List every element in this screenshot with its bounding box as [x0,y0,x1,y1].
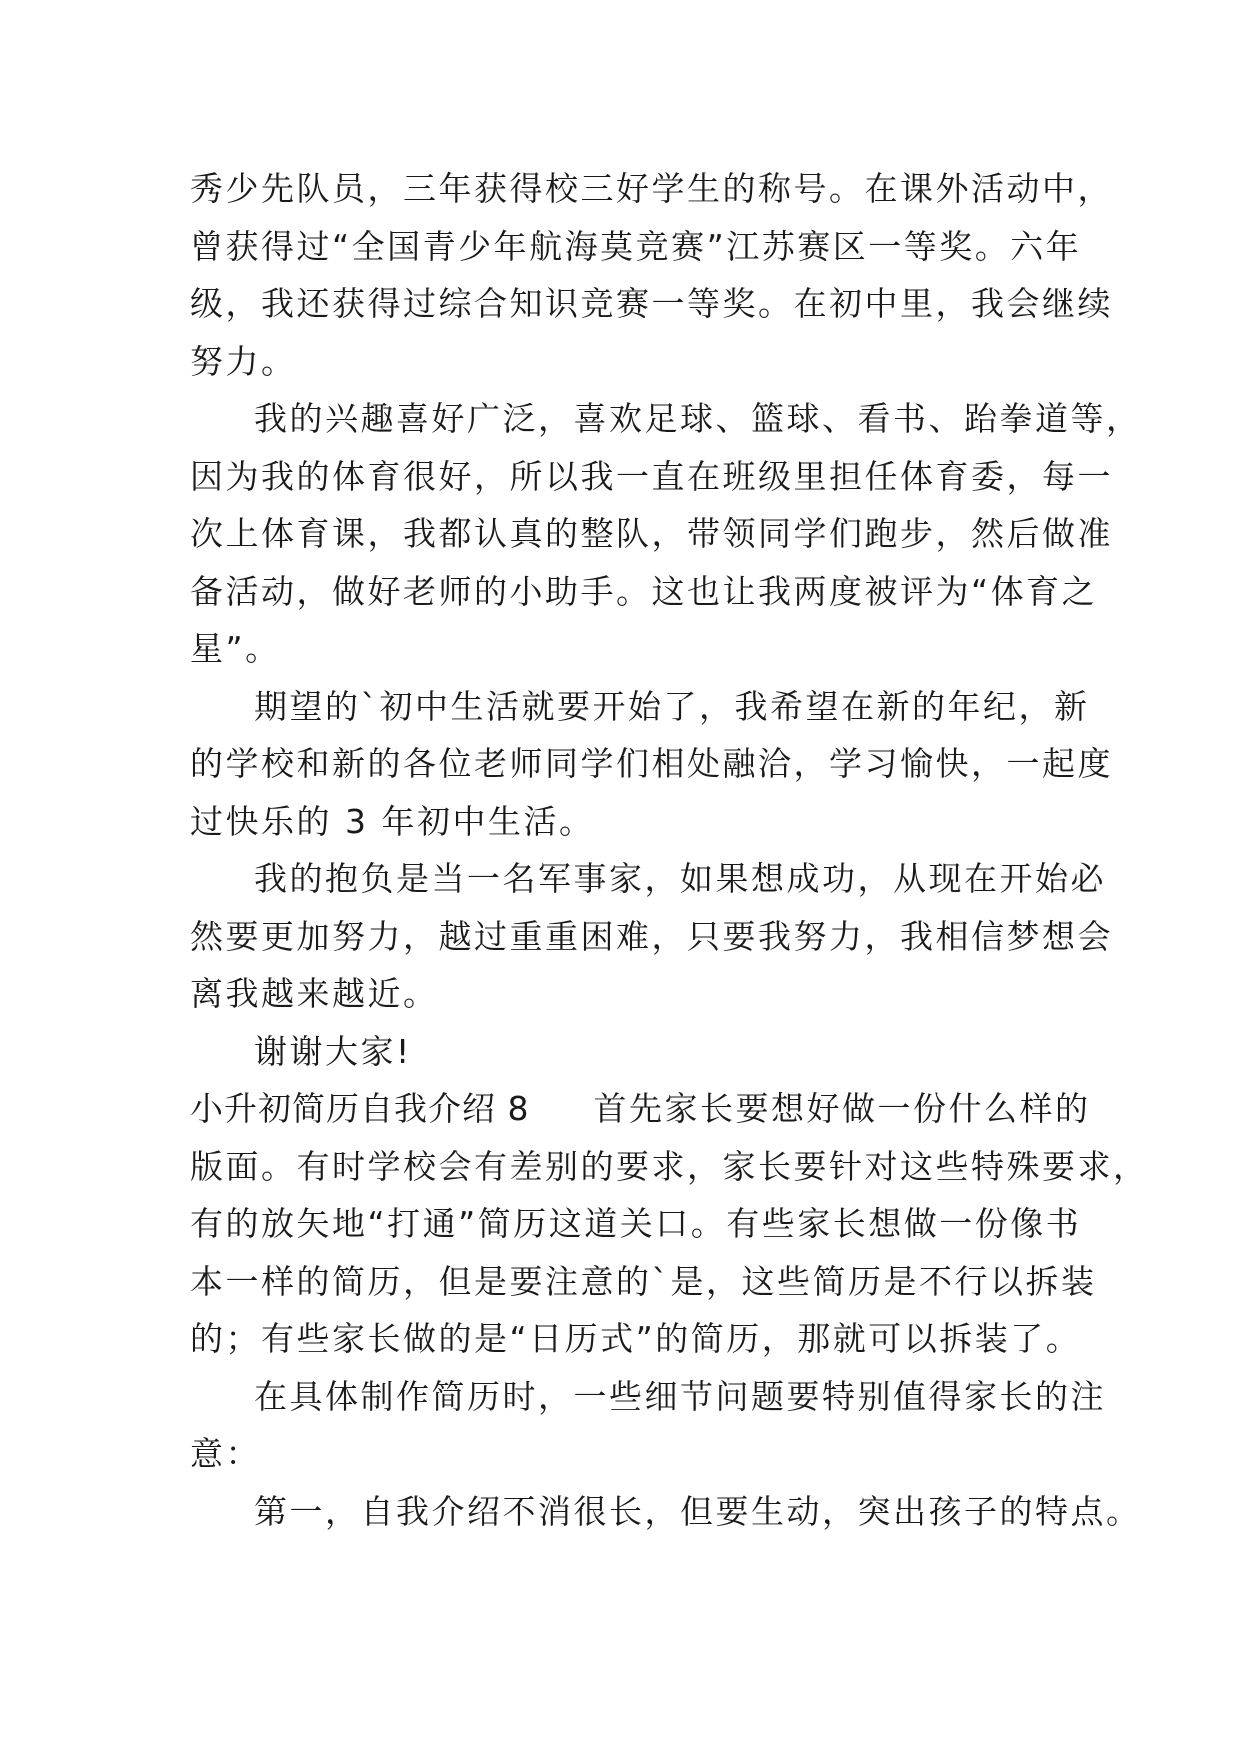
paragraph-first-line: 我的抱负是当一名军事家，如果想成功，从现在开始必 [254,859,1106,898]
text-line: 秀少先队员，三年获得校三好学生的称号。在课外活动中， [190,169,1113,208]
text-line: 备活动，做好老师的小助手。这也让我两度被评为“体育之 [190,571,1098,611]
text-line: 努力。 [190,341,297,381]
text-line: 级，我还获得过综合知识竞赛一等奖。在初中里，我会继续 [190,284,1113,323]
text-line: 的；有些家长做的是“日历式”的简历，那就可以拆装了。 [190,1319,1082,1358]
text-line: 过快乐的 3 年初中生活。 [190,801,595,841]
text-line: 因为我的体育很好，所以我一直在班级里担任体育委，每一 [190,456,1113,496]
text-line: 星”。 [190,629,281,668]
paragraph-first-line: 谢谢大家! [254,1031,412,1071]
text-line: 次上体育课，我都认真的整队，带领同学们跑步，然后做准 [190,514,1113,553]
paragraph-first-line: 第一，自我介绍不消很长，但要生动，突出孩子的特点。 [254,1491,1142,1531]
section-heading-tail: 首先家长要想好做一份什么样的 [593,1089,1091,1128]
paragraph-first-line: 在具体制作简历时，一些细节问题要特别值得家长的注 [254,1376,1106,1416]
text-line: 离我越来越近。 [190,974,439,1013]
text-line: 的学校和新的各位老师同学们相处融洽，学习愉快，一起度 [190,744,1113,783]
text-line: 意： [190,1434,261,1473]
document-body [190,160,1149,1540]
text-line: 有的放矢地“打通”简历这道关口。有些家长想做一份像书 [190,1204,1082,1243]
paragraph-first-line: 期望的`初中生活就要开始了，我希望在新的年纪，新 [254,686,1090,726]
text-line: 然要更加努力，越过重重困难，只要我努力，我相信梦想会 [190,916,1113,956]
section-heading-line [190,1080,1091,1138]
section-heading: 小升初简历自我介绍 8 [190,1089,530,1128]
text-line: 曾获得过“全国青少年航海莫竞赛”江苏赛区一等奖。六年 [190,226,1082,266]
text-line: 本一样的简历，但是要注意的`是，这些简历是不行以拆装 [190,1261,1097,1301]
paragraph-first-line: 我的兴趣喜好广泛，喜欢足球、篮球、看书、跆拳道等， [254,399,1142,438]
text-line: 版面。有时学校会有差别的要求，家长要针对这些特殊要求， [190,1146,1149,1186]
